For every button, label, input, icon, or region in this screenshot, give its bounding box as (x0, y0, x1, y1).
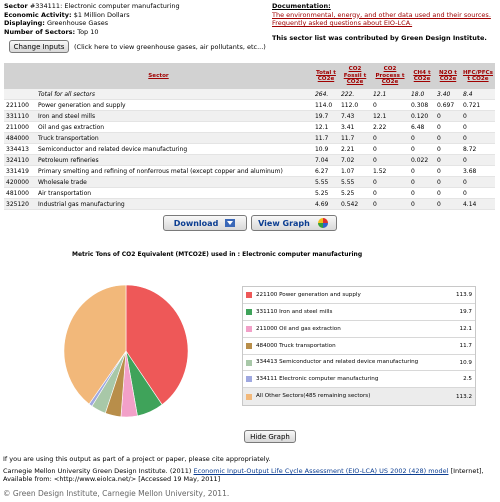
sector-name: Air transportation (36, 188, 313, 199)
cell-value: 0 (371, 133, 409, 144)
cell-value: 11.7 (339, 133, 371, 144)
sector-name: Industrial gas manufacturing (36, 199, 313, 210)
pie-chart (60, 285, 200, 425)
cell-value: 0 (461, 122, 495, 133)
cell-value: 0 (435, 188, 461, 199)
cell-value: 3.68 (461, 166, 495, 177)
table-row (4, 199, 495, 210)
legend-item (243, 287, 475, 304)
legend-item (243, 338, 475, 355)
hide-graph-button[interactable]: Hide Graph (244, 430, 296, 443)
activity-value: $1 Million Dollars (73, 10, 130, 19)
sector-code: 484000 (4, 133, 36, 144)
cell-value: 0 (461, 133, 495, 144)
activity-label: Economic Activity: (4, 10, 72, 19)
view-graph-button[interactable] (251, 215, 337, 231)
sector-value: #334111: Electronic computer manufacturing (29, 2, 180, 10)
sector-code: 331419 (4, 166, 36, 177)
header-info (4, 2, 180, 36)
cell-value: 0 (435, 177, 461, 188)
documentation-title: Documentation: (272, 2, 331, 10)
legend-label: 221100 Power generation and supply (256, 291, 361, 298)
change-inputs-button[interactable]: Change Inputs (9, 40, 69, 53)
legend-label: 331110 Iron and steel mills (256, 308, 333, 315)
sector-code: 331110 (4, 111, 36, 122)
table-row (4, 100, 495, 111)
sector-code: 325120 (4, 199, 36, 210)
cell-value: 12.1 (313, 122, 339, 133)
cell-value: 0 (435, 133, 461, 144)
view-graph-label: View Graph (258, 218, 310, 228)
legend-value: 19.7 (459, 309, 472, 315)
legend-label: 484000 Truck transportation (256, 342, 336, 349)
legend-value: 10.9 (459, 359, 472, 366)
cell-value: 0.022 (409, 155, 435, 166)
cell-value: 10.9 (313, 144, 339, 155)
total-label: Total for all sectors (36, 89, 313, 100)
cell-value: 0.542 (339, 199, 371, 210)
cell-value: 0 (371, 199, 409, 210)
cell-value: 7.43 (339, 111, 371, 122)
cell-value: 8.72 (461, 144, 495, 155)
cell-value: 11.7 (313, 133, 339, 144)
cell-value: 0 (371, 188, 409, 199)
cell-value: 0 (371, 144, 409, 155)
legend-value: 113.2 (455, 393, 472, 400)
cell-value: 1.52 (371, 166, 409, 177)
legend-swatch (246, 309, 252, 315)
legend-label: 334111 Electronic computer manufacturing (256, 375, 379, 382)
cell-value: 5.25 (339, 188, 371, 199)
legend-swatch (246, 394, 252, 400)
cite-note: If you are using this output as part of a project or paper, please cite appropriately. (3, 455, 271, 463)
contributor-note: This sector list was contributed by Green Design Institute. (272, 33, 487, 42)
cell-value: 12.1 (371, 111, 409, 122)
cell-value: 0 (371, 100, 409, 111)
num-sectors-value: Top 10 (77, 27, 99, 36)
cell-value: 3.41 (339, 122, 371, 133)
cell-value: 5.25 (313, 188, 339, 199)
data-sources-link[interactable]: The environmental, energy, and other data used and their sources. (272, 10, 491, 19)
sector-name: Primary smelting and refining of nonferrous metal (except copper and aluminum) (36, 166, 313, 177)
faq-link[interactable]: Frequently asked questions about EIO-LCA. (272, 19, 413, 27)
table-row (4, 166, 495, 177)
legend-label: 211000 Oil and gas extraction (256, 325, 341, 332)
cell-value: 0 (435, 199, 461, 210)
table-row (4, 133, 495, 144)
legend-swatch (246, 343, 252, 349)
sector-code: 420000 (4, 177, 36, 188)
cell-value: 0 (409, 133, 435, 144)
cell-value: 112.0 (339, 100, 371, 111)
citation-model-link[interactable]: Economic Input-Output Life Cycle Assessment (EIO-LCA) US 2002 (428) model (193, 467, 449, 475)
table-row (4, 177, 495, 188)
legend-item (243, 388, 475, 405)
col-co2-process[interactable]: CO2 Process t CO2e (371, 63, 409, 89)
cell-value: 0 (435, 111, 461, 122)
sector-table (4, 63, 495, 210)
displaying-value: Greenhouse Gases (46, 19, 109, 27)
sector-label: Sector (4, 2, 28, 10)
cell-value: 0.721 (461, 100, 495, 111)
cell-value: 0 (409, 177, 435, 188)
legend-swatch (246, 292, 252, 298)
sector-name: Truck transportation (36, 133, 313, 144)
sector-name: Semiconductor and related device manufacturing (36, 144, 313, 155)
legend-item (243, 355, 475, 371)
cell-value: 0 (409, 199, 435, 210)
sector-name: Oil and gas extraction (36, 122, 313, 133)
cell-value: 0 (461, 111, 495, 122)
cell-value: 6.48 (409, 122, 435, 133)
cell-value: 0 (409, 166, 435, 177)
citation-available: Available from: <http://www.eiolca.net/> [Accessed 19 May, 2011] (3, 475, 221, 483)
cell-value: 0 (435, 155, 461, 166)
total-row: Total for all sectors 264. 222. 12.1 18.0 3.40 8.4 (4, 89, 495, 100)
sector-code: 481000 (4, 188, 36, 199)
download-icon (224, 218, 236, 228)
cell-value: 0 (461, 188, 495, 199)
col-total[interactable]: Total t CO2e (313, 63, 339, 89)
cell-value: 0 (371, 155, 409, 166)
table-row (4, 155, 495, 166)
legend-label: All Other Sectors(485 remaining sectors) (256, 393, 371, 400)
sector-name: Iron and steel mills (36, 111, 313, 122)
chart-legend (242, 286, 476, 406)
change-inputs-hint: (Click here to view greenhouse gases, air pollutants, etc...) (74, 43, 266, 51)
citation (3, 467, 497, 483)
table-row (4, 122, 495, 133)
legend-value: 2.5 (463, 376, 472, 382)
citation-author: Carnegie Mellon University Green Design Institute. (2011) (3, 467, 192, 475)
cell-value: 4.69 (313, 199, 339, 210)
legend-item (243, 321, 475, 338)
legend-item (243, 304, 475, 321)
copyright: © Green Design Institute, Carnegie Mellon University, 2011. (3, 489, 230, 498)
cell-value: 19.7 (313, 111, 339, 122)
cell-value: 0.697 (435, 100, 461, 111)
col-hfc[interactable]: HFC/PFCs t CO2e (461, 63, 495, 89)
cell-value: 0.308 (409, 100, 435, 111)
download-label: Download (173, 218, 219, 228)
cell-value: 5.55 (339, 177, 371, 188)
table-row (4, 144, 495, 155)
col-n2o[interactable]: N2O t CO2e (435, 63, 461, 89)
sector-name: Wholesale trade (36, 177, 313, 188)
sector-code: 324110 (4, 155, 36, 166)
cell-value: 4.14 (461, 199, 495, 210)
table-row (4, 188, 495, 199)
legend-swatch (246, 360, 252, 366)
cell-value: 6.27 (313, 166, 339, 177)
col-sector[interactable]: Sector (4, 63, 313, 89)
cell-value: 0 (435, 122, 461, 133)
sector-name: Power generation and supply (36, 100, 313, 111)
cell-value: 2.22 (371, 122, 409, 133)
cell-value: 0 (435, 166, 461, 177)
legend-value: 11.7 (459, 343, 472, 349)
cell-value: 114.0 (313, 100, 339, 111)
legend-value: 12.1 (459, 326, 472, 332)
cell-value: 0 (371, 177, 409, 188)
cell-value: 0 (461, 177, 495, 188)
cell-value: 0 (461, 155, 495, 166)
cell-value: 2.21 (339, 144, 371, 155)
download-button[interactable] (163, 215, 247, 231)
col-ch4[interactable]: CH4 t CO2e (409, 63, 435, 89)
cell-value: 0 (435, 144, 461, 155)
displaying-label: Displaying: (4, 19, 45, 27)
legend-swatch (246, 376, 252, 382)
num-sectors-label: Number of Sectors: (4, 27, 76, 36)
legend-swatch (246, 326, 252, 332)
cell-value: 7.02 (339, 155, 371, 166)
sector-code: 334413 (4, 144, 36, 155)
chart-title: Metric Tons of CO2 Equivalent (MTCO2E) used in : Electronic computer manufacturing (72, 251, 363, 258)
col-co2-fossil[interactable]: CO2 Fossil t CO2e (339, 63, 371, 89)
cell-value: 1.07 (339, 166, 371, 177)
pie-chart-icon (316, 217, 330, 229)
cell-value: 0 (409, 188, 435, 199)
legend-item (243, 371, 475, 388)
legend-label: 334413 Semiconductor and related device manufacturing (256, 359, 419, 366)
cell-value: 0.120 (409, 111, 435, 122)
documentation-panel (272, 2, 491, 42)
table-row (4, 111, 495, 122)
sector-code: 221100 (4, 100, 36, 111)
sector-name: Petroleum refineries (36, 155, 313, 166)
sector-code: 211000 (4, 122, 36, 133)
cell-value: 5.55 (313, 177, 339, 188)
legend-value: 113.9 (455, 292, 472, 298)
citation-internet: [Internet], (450, 467, 484, 475)
cell-value: 0 (409, 144, 435, 155)
cell-value: 7.04 (313, 155, 339, 166)
